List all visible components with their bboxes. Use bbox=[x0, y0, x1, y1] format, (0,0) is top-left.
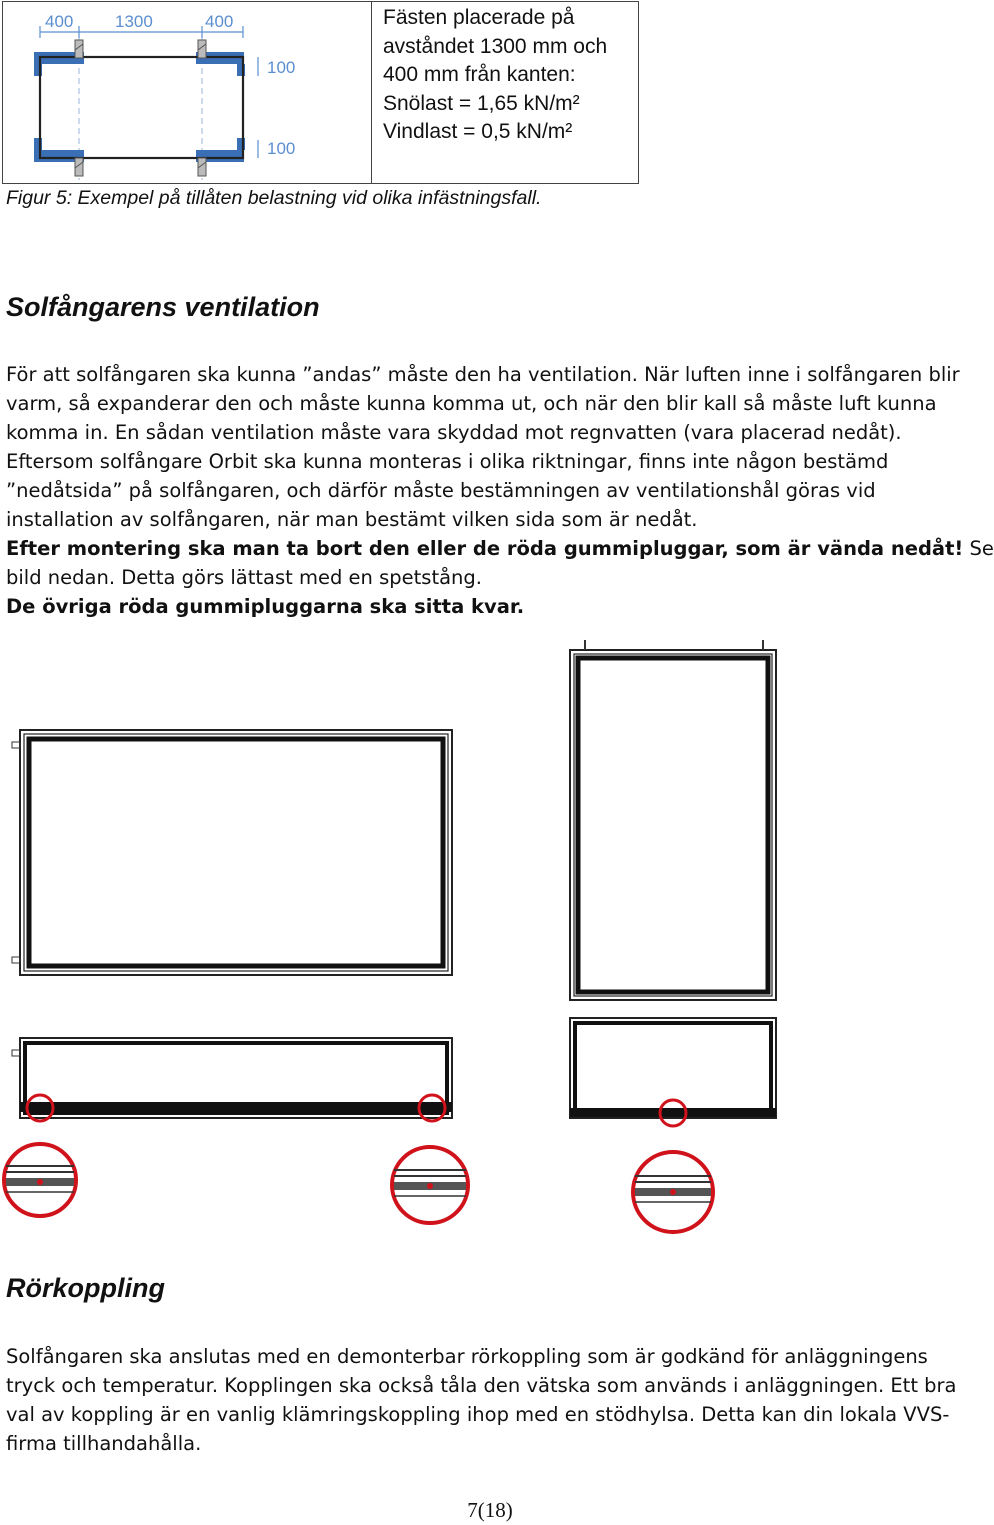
paragraph-line: bild nedan. Detta görs lättast med en spetstång. bbox=[6, 566, 482, 589]
dim-left-label: 400 bbox=[45, 12, 74, 31]
edge-bars bbox=[34, 52, 245, 162]
ventilation-paragraph bbox=[6, 360, 994, 621]
ventilation-illustration bbox=[0, 630, 960, 1240]
coupling-paragraph bbox=[6, 1342, 961, 1458]
load-line: 400 mm från kanten: bbox=[383, 63, 576, 86]
landscape-collector bbox=[12, 730, 452, 975]
figure-table bbox=[2, 1, 639, 184]
paragraph-line: För att solfångaren ska kunna ”andas” måste den ha ventilation. När luften inne i solfångaren blir bbox=[6, 363, 960, 386]
snow-load-line: Snölast = 1,65 kN/m² bbox=[383, 91, 580, 115]
dimension-lines bbox=[40, 26, 258, 158]
paragraph-line: firma tillhandahålla. bbox=[6, 1432, 202, 1455]
instruction-rest: Se bbox=[963, 537, 994, 560]
paragraph-line: Solfångaren ska anslutas med en demonterbar rörkoppling som är godkänd för anläggningens bbox=[6, 1345, 928, 1368]
plug-detail-zoom bbox=[392, 1147, 468, 1223]
dim-upper-side-label: 100 bbox=[267, 58, 296, 77]
bold-instruction: Efter montering ska man ta bort den eller de röda gummipluggar, som är vända nedåt! bbox=[6, 537, 964, 560]
final-bold-line: De övriga röda gummipluggarna ska sitta kvar. bbox=[6, 595, 525, 618]
dim-right-label: 400 bbox=[205, 12, 234, 31]
landscape-collector-bottom bbox=[12, 1038, 452, 1121]
collector-outline bbox=[40, 57, 243, 158]
wind-load-line: Vindlast = 0,5 kN/m² bbox=[383, 120, 573, 143]
paragraph-line: varm, så expanderar den och måste kunna komma ut, och när den blir kall så måste luft kunna bbox=[6, 392, 937, 415]
paragraph-line: ”nedåtsida” på solfångaren, och därför måste bestämningen av ventilationshål göras vid bbox=[6, 479, 876, 502]
paragraph-line: tryck och temperatur. Kopplingen ska också tåla den vätska som används i anläggningen. Ett bra bbox=[6, 1374, 957, 1397]
portrait-collector bbox=[570, 640, 776, 1000]
instruction-line bbox=[6, 534, 994, 563]
page-number: 7(18) bbox=[467, 1498, 513, 1522]
mounting-diagram bbox=[3, 2, 371, 183]
plug-detail-zooms bbox=[4, 1144, 713, 1232]
ventilation-heading: Solfångarens ventilation bbox=[6, 292, 320, 322]
figure-caption: Figur 5: Exempel på tillåten belastning vid olika infästningsfall. bbox=[6, 187, 542, 209]
load-description bbox=[383, 4, 638, 147]
coupling-heading: Rörkoppling bbox=[6, 1273, 165, 1303]
paragraph-line: Eftersom solfångare Orbit ska kunna monteras i olika riktningar, finns inte någon bestämd bbox=[6, 450, 889, 473]
dim-middle-label: 1300 bbox=[115, 12, 153, 31]
plug-detail-zoom bbox=[633, 1152, 713, 1232]
dim-lower-side-label: 100 bbox=[267, 139, 296, 158]
load-line: avståndet 1300 mm och bbox=[383, 34, 608, 58]
paragraph-line: komma in. En sådan ventilation måste vara skyddad mot regnvatten (vara placerad nedåt). bbox=[6, 421, 902, 444]
plug-detail-zoom bbox=[4, 1144, 76, 1216]
paragraph-line: val av koppling är en vanlig klämringskoppling ihop med en stödhylsa. Detta kan din lokala VVS- bbox=[6, 1403, 950, 1426]
load-line: Fästen placerade på bbox=[383, 6, 575, 29]
table-divider bbox=[371, 2, 372, 183]
paragraph-line: installation av solfångaren, när man bestämt vilken sida som är nedåt. bbox=[6, 508, 698, 531]
bracket-marks bbox=[75, 40, 206, 176]
portrait-collector-bottom bbox=[570, 1018, 776, 1126]
